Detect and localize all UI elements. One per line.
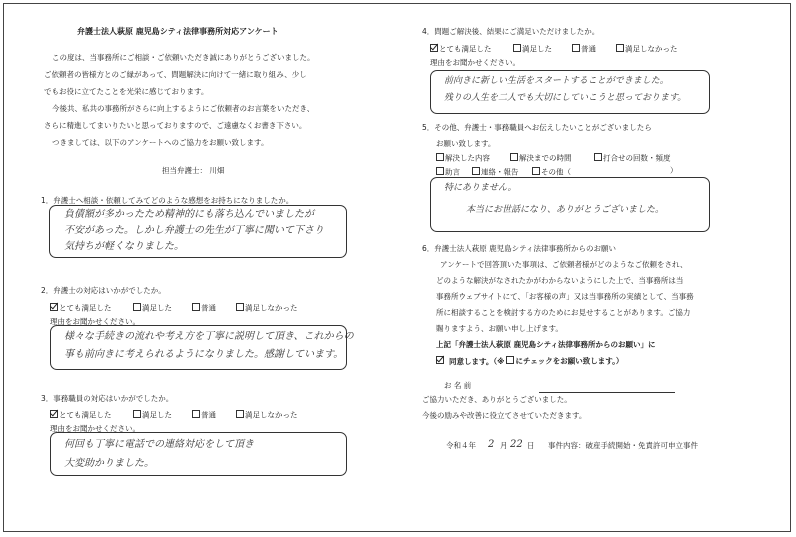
footer-date-day-value: 22 [510,439,523,450]
q3-option-very-satisfied[interactable]: とても満足した [50,410,112,419]
name-label: お 名 前 [444,381,472,390]
q5-other-close: ） [670,166,678,175]
checkbox-icon [572,44,580,52]
checkbox-icon [510,153,518,161]
q2-option-not-satisfied[interactable]: 満足しなかった [236,303,298,312]
q3-answer-line: 何回も丁寧に電話での連絡対応をして頂き [64,439,254,450]
document-title: 弁護士法人萩原 鹿児島シティ法律事務所対応アンケート [77,27,279,36]
intro-line: でもお役に立てたことを光栄に感じております。 [44,87,209,96]
intro-line: ご依頼者の皆様方とのご縁があって、問題解決に向けて一緒に取り組み、少し [44,70,307,79]
checkbox-icon [430,44,438,52]
q5-option-contact[interactable]: 連絡・報告 [472,167,519,176]
q5-option-time[interactable]: 解決までの時間 [510,153,572,162]
q2-answer-line: 様々な手続きの流れや考え方を丁寧に説明して頂き、これからの [64,331,354,342]
survey-document [3,3,791,532]
checkbox-icon [50,303,58,311]
q3-answer-line: 大変助かりました。 [64,458,154,469]
checkbox-icon [506,356,514,364]
q4-question: 4．問題ご解決後、結果にご満足いただけましたか。 [422,27,600,36]
checkbox-icon [236,410,244,418]
checkbox-icon [594,153,602,161]
footer-date-era: 令和４年 [446,441,476,450]
q6-body-line: どのような解決がなされたかがわからないようにした上で、当事務所は当 [436,276,684,285]
q1-question: 1．弁護士へ相談・依頼してみてどのような感想をお持ちになりましたか。 [41,196,294,205]
q3-question: 3．事務職員の対応はいかがでしたか。 [41,394,174,403]
q4-option-normal[interactable]: 普通 [572,44,596,53]
intro-line: さらに精進してまいりたいと思っておりますので、ご遠慮なくお書き下さい。 [44,121,307,130]
q1-answer-line: 不安があった。しかし弁護士の先生が丁寧に聞いて下さり [64,225,324,236]
q5-option-other[interactable]: その他（ [532,167,571,176]
q2-reason-label: 理由をお聞かせください。 [50,317,140,326]
q3-option-satisfied[interactable]: 満足した [133,410,172,419]
q1-answer-line: 気持ちが軽くなりました。 [64,241,184,252]
footer-date-day-label: 日 [527,441,535,450]
checkbox-icon [192,410,200,418]
q2-option-satisfied[interactable]: 満足した [133,303,172,312]
footer-date-month-label: 月 [500,441,508,450]
q6-body-line: 事務所ウェブサイトにて、「お客様の声」又は当事務所の実績として、当事務 [436,292,694,301]
checkbox-icon [192,303,200,311]
checkbox-icon [133,303,141,311]
name-signature-line[interactable] [539,392,675,393]
q3-option-not-satisfied[interactable]: 満足しなかった [236,410,298,419]
q2-option-normal[interactable]: 普通 [192,303,216,312]
q6-body-line: アンケートで回答頂いた事項は、ご依頼者様がどのようなご依頼をされ、 [440,260,688,269]
lawyer-name-line: 担当弁護士： 川畑 [162,166,225,175]
q6-question: 6．弁護士法人萩原 鹿児島シティ法律事務所からのお願い [422,244,617,253]
closing-line: ご協力いただき、ありがとうございました。 [422,395,572,404]
q6-consent-line: 上記「弁護士法人萩原 鹿児島シティ法律事務所からのお願い」に [436,340,656,349]
q2-question: 2．弁護士の対応はいかがでしたか。 [41,286,166,295]
q4-option-not-satisfied[interactable]: 満足しなかった [616,44,678,53]
q5-question: 5．その他、弁護士・事務職員へお伝えしたいことがございましたら [422,123,652,132]
q4-reason-label: 理由をお聞かせください。 [430,58,520,67]
checkbox-icon [436,167,444,175]
checkbox-icon [532,167,540,175]
footer-date-month-value: 2 [488,439,495,450]
checkbox-icon [50,410,58,418]
q1-answer-line: 負債額が多かったため精神的にも落ち込んでいましたが [64,209,314,220]
q2-answer-line: 事も前向きに考えられるようになりました。感謝しています。 [64,349,344,360]
q5-answer-line: 特にありません。 [444,183,517,193]
q2-option-very-satisfied[interactable]: とても満足した [50,303,112,312]
q6-agree-checkbox[interactable]: 同意します。（※ にチェックをお願い致します。） [436,356,623,365]
q4-option-satisfied[interactable]: 満足した [513,44,552,53]
checkbox-icon [436,356,444,364]
q5-option-meetings[interactable]: 打合せの回数・頻度 [594,153,671,162]
closing-line: 今後の励みや改善に役立てさせていただきます。 [422,411,587,420]
q4-answer-line: 残りの人生を二人でも大切にしていこうと思っております。 [444,93,687,103]
q5-option-advice[interactable]: 助言 [436,167,460,176]
checkbox-icon [236,303,244,311]
checkbox-icon [436,153,444,161]
checkbox-icon [472,167,480,175]
q4-answer-line: 前向きに新しい生活をスタートすることができました。 [444,76,669,86]
q5-option-content[interactable]: 解決した内容 [436,153,490,162]
q5-question-line2: お願い致します。 [436,139,496,148]
q6-body-line: 賜りますよう、お願い申し上げます。 [436,324,563,333]
q6-body-line: 所に相談することを検討する方のためにお見せすることがあります。ご協力 [436,308,691,317]
q3-reason-label: 理由をお聞かせください。 [50,424,140,433]
checkbox-icon [616,44,624,52]
q4-option-very-satisfied[interactable]: とても満足した [430,44,492,53]
intro-line: この度は、当事務所にご相談・ご依頼いただき誠にありがとうございました。 [52,53,315,62]
case-content: 事件内容：破産手続開始・免責許可申立事件 [548,441,698,450]
q3-option-normal[interactable]: 普通 [192,410,216,419]
checkbox-icon [133,410,141,418]
q5-answer-line: 本当にお世話になり、ありがとうございました。 [466,205,665,215]
intro-line: 今後共、私共の事務所がさらに向上するようにご依頼者のお言葉をいただき、 [52,104,315,113]
checkbox-icon [513,44,521,52]
intro-line: つきましては、以下のアンケートへのご協力をお願い致します。 [52,138,269,147]
